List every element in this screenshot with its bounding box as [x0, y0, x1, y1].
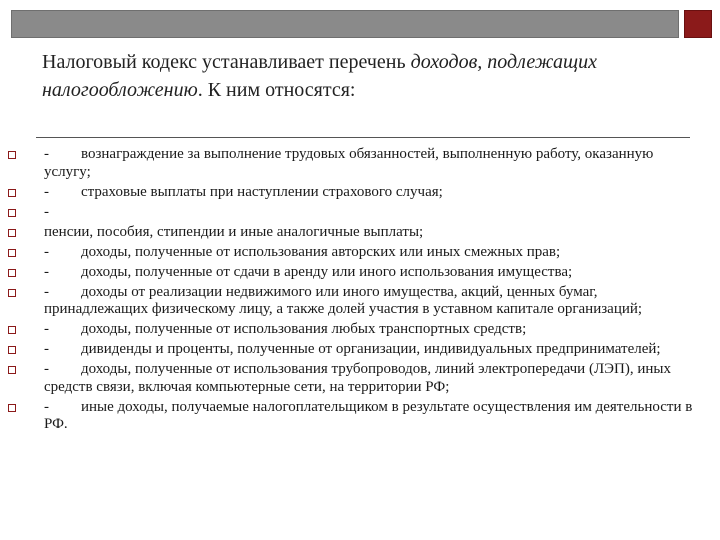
- title-part-2: . К ним относятся:: [197, 79, 356, 101]
- square-bullet-icon: [8, 249, 16, 257]
- square-bullet-icon: [8, 326, 16, 334]
- title-italic: доходов, подлежащих налогообложению: [42, 51, 598, 101]
- square-bullet-icon: [8, 209, 16, 217]
- item-text: доходы, полученные от сдачи в аренду или иного использования имущества;: [81, 263, 573, 280]
- square-bullet-icon: [8, 289, 16, 297]
- item-text: доходы, полученные от использования авторских или иных смежных прав;: [81, 243, 561, 260]
- item-dash: -: [44, 263, 49, 280]
- item-text: доходы, полученные от использования трубопроводов, линий электропередачи (ЛЭП), иных средств связи, включая компьютерные сети, на территории РФ;: [44, 361, 671, 395]
- item-dash: -: [44, 321, 49, 338]
- square-bullet-icon: [8, 189, 16, 197]
- list-item: [0, 146, 720, 181]
- list-item: [0, 224, 720, 242]
- list-item: [0, 361, 720, 396]
- item-text: пенсии, пособия, стипендии и иные аналогичные выплаты;: [44, 223, 424, 240]
- item-dash: -: [44, 361, 49, 378]
- square-bullet-icon: [8, 151, 16, 159]
- corner-accent-box: [684, 10, 712, 38]
- item-dash: -: [44, 203, 49, 220]
- title-part-1: Налоговый кодекс устанавливает перечень: [42, 51, 411, 73]
- list-item: [0, 244, 720, 262]
- square-bullet-icon: [8, 404, 16, 412]
- item-dash: -: [44, 398, 49, 415]
- list-item: [0, 399, 720, 434]
- list-item: [0, 264, 720, 282]
- item-text: иные доходы, получаемые налогоплательщиком в результате осуществления им деятельности в РФ.: [44, 398, 693, 433]
- item-text: доходы от реализации недвижимого или иного имущества, акций, ценных бумаг, принадлежащих физическому лицу, а также долей участия в уставном капитале организаций;: [44, 283, 643, 318]
- item-dash: -: [44, 341, 49, 358]
- item-text: вознаграждение за выполнение трудовых обязанностей, выполненную работу, оказанную услугу;: [44, 146, 654, 180]
- item-dash: -: [44, 183, 49, 200]
- square-bullet-icon: [8, 366, 16, 374]
- item-dash: -: [44, 283, 49, 300]
- list-item: [0, 204, 720, 222]
- item-dash: -: [44, 146, 49, 162]
- item-text: страховые выплаты при наступлении страхового случая;: [81, 183, 443, 200]
- square-bullet-icon: [8, 269, 16, 277]
- item-text: дивиденды и проценты, полученные от организации, индивидуальных предпринимателей;: [81, 341, 661, 358]
- income-list: [0, 146, 720, 436]
- header-bar: [11, 10, 679, 38]
- list-item: [0, 321, 720, 339]
- item-text: доходы, полученные от использования любых транспортных средств;: [81, 321, 527, 338]
- item-dash: -: [44, 243, 49, 260]
- list-item: [0, 184, 720, 202]
- list-item: [0, 341, 720, 359]
- slide-title: [42, 48, 662, 104]
- title-divider: [36, 137, 690, 138]
- square-bullet-icon: [8, 346, 16, 354]
- list-item: [0, 284, 720, 319]
- square-bullet-icon: [8, 229, 16, 237]
